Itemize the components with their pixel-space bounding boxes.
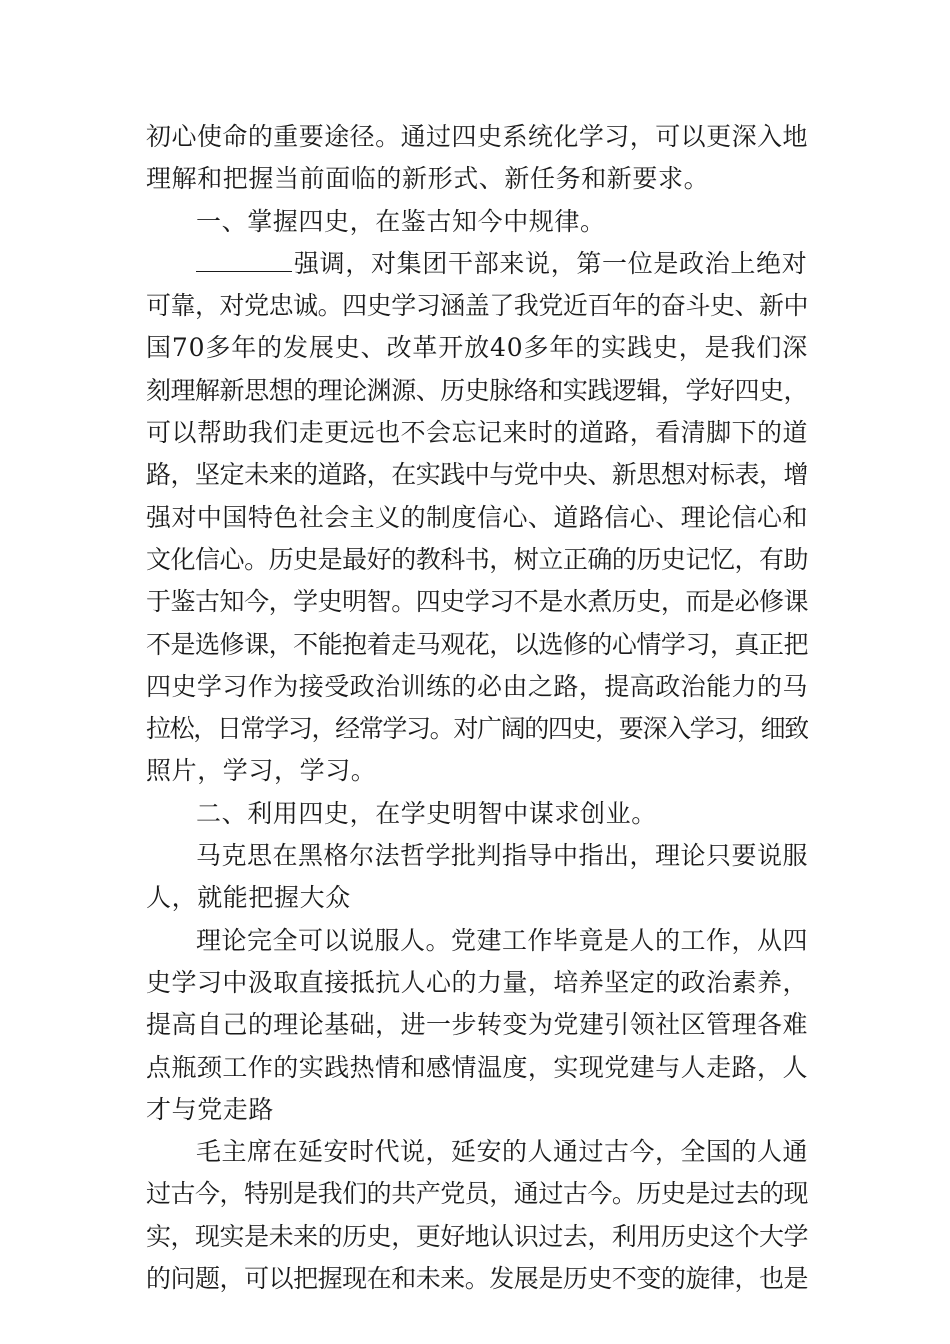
text-line <box>146 497 808 539</box>
text-line <box>146 327 808 369</box>
text-line-content: 一、掌握四史，在鉴古知今中规律。 <box>196 206 606 236</box>
text-line-content: 国70多年的发展史、改革开放40多年的实践史，是我们深 <box>146 333 808 363</box>
text-line <box>146 708 808 750</box>
text-line <box>146 624 808 666</box>
text-line-content: 初心使命的重要途径。通过四史系统化学习，可以更深入地 <box>146 122 808 151</box>
text-line <box>146 1258 808 1300</box>
text-line-content: 的问题，可以把握现在和未来。发展是历史不变的旋律，也是 <box>146 1264 808 1294</box>
text-line-content: 实，现实是未来的历史，更好地认识过去，利用历史这个大学 <box>146 1221 808 1251</box>
text-line <box>146 201 808 243</box>
body-text <box>146 116 808 1300</box>
text-line-content: 刻理解新思想的理论渊源、历史脉络和实践逻辑，学好四史， <box>146 375 808 405</box>
text-line <box>146 920 808 962</box>
text-line-content: 四史学习作为接受政治训练的必由之路，提高政治能力的马 <box>146 671 808 701</box>
text-line <box>146 412 808 454</box>
text-line-content: 人，就能把握大众 <box>146 883 351 913</box>
text-line <box>146 793 808 835</box>
text-line-content: 路，坚定未来的道路，在实践中与党中央、新思想对标表，增 <box>146 460 808 490</box>
text-line-content: 二、利用四史，在学史明智中谋求创业。 <box>196 798 657 828</box>
text-line <box>146 158 808 200</box>
text-line-content: 才与党走路 <box>146 1094 275 1124</box>
text-line <box>146 750 808 792</box>
text-line-content: 文化信心。历史是最好的教科书，树立正确的历史记忆，有助 <box>146 544 808 574</box>
text-line-content: 理解和把握当前面临的新形式、新任务和新要求。 <box>146 164 710 194</box>
text-line-content: 点瓶颈工作的实践热情和感情温度，实现党建与人走路，人 <box>146 1052 808 1082</box>
text-line <box>146 539 808 581</box>
text-line <box>146 877 808 919</box>
text-line-content: 不是选修课，不能抱着走马观花，以选修的心情学习，真正把 <box>146 629 808 659</box>
text-line <box>146 116 808 158</box>
text-line-content: 照片，学习，学习。 <box>146 756 377 786</box>
text-line <box>146 1004 808 1046</box>
text-line <box>146 581 808 623</box>
text-line <box>146 666 808 708</box>
text-line-content: 可以帮助我们走更远也不会忘记来时的道路，看清脚下的道 <box>146 418 808 448</box>
text-line-content: 强对中国特色社会主义的制度信心、道路信心、理论信心和 <box>146 502 808 532</box>
text-line <box>146 370 808 412</box>
text-line-content: 史学习中汲取直接抵抗人心的力量，培养坚定的政治素养， <box>146 967 808 997</box>
text-line <box>146 454 808 496</box>
text-line <box>146 1047 808 1089</box>
text-line-content: 理论完全可以说服人。党建工作毕竟是人的工作，从四 <box>196 925 808 955</box>
text-line-content: 可靠，对党忠诚。四史学习涵盖了我党近百年的奋斗史、新中 <box>146 291 808 321</box>
text-line-content: 提高自己的理论基础，进一步转变为党建引领社区管理各难 <box>146 1010 808 1040</box>
text-line-content: 拉松，日常学习，经常学习。对广阔的四史，要深入学习，细致 <box>146 714 808 744</box>
text-line-content: 强调，对集团干部来说，第一位是政治上绝对 <box>294 248 808 278</box>
text-line-content: 毛主席在延安时代说，延安的人通过古今，全国的人通 <box>196 1137 808 1167</box>
text-line-content: 马克思在黑格尔法哲学批判指导中指出，理论只要说服 <box>196 841 808 871</box>
text-line <box>146 962 808 1004</box>
text-line <box>146 243 808 285</box>
text-line <box>146 835 808 877</box>
text-line <box>146 1216 808 1258</box>
text-line <box>146 1173 808 1215</box>
text-line <box>146 285 808 327</box>
text-line-content: 过古今，特别是我们的共产党员，通过古今。历史是过去的现 <box>146 1179 808 1209</box>
text-line <box>146 1089 808 1131</box>
redacted-blank <box>196 249 292 272</box>
text-line-content: 于鉴古知今，学史明智。四史学习不是水煮历史，而是必修课 <box>146 587 808 617</box>
text-line <box>146 1131 808 1173</box>
